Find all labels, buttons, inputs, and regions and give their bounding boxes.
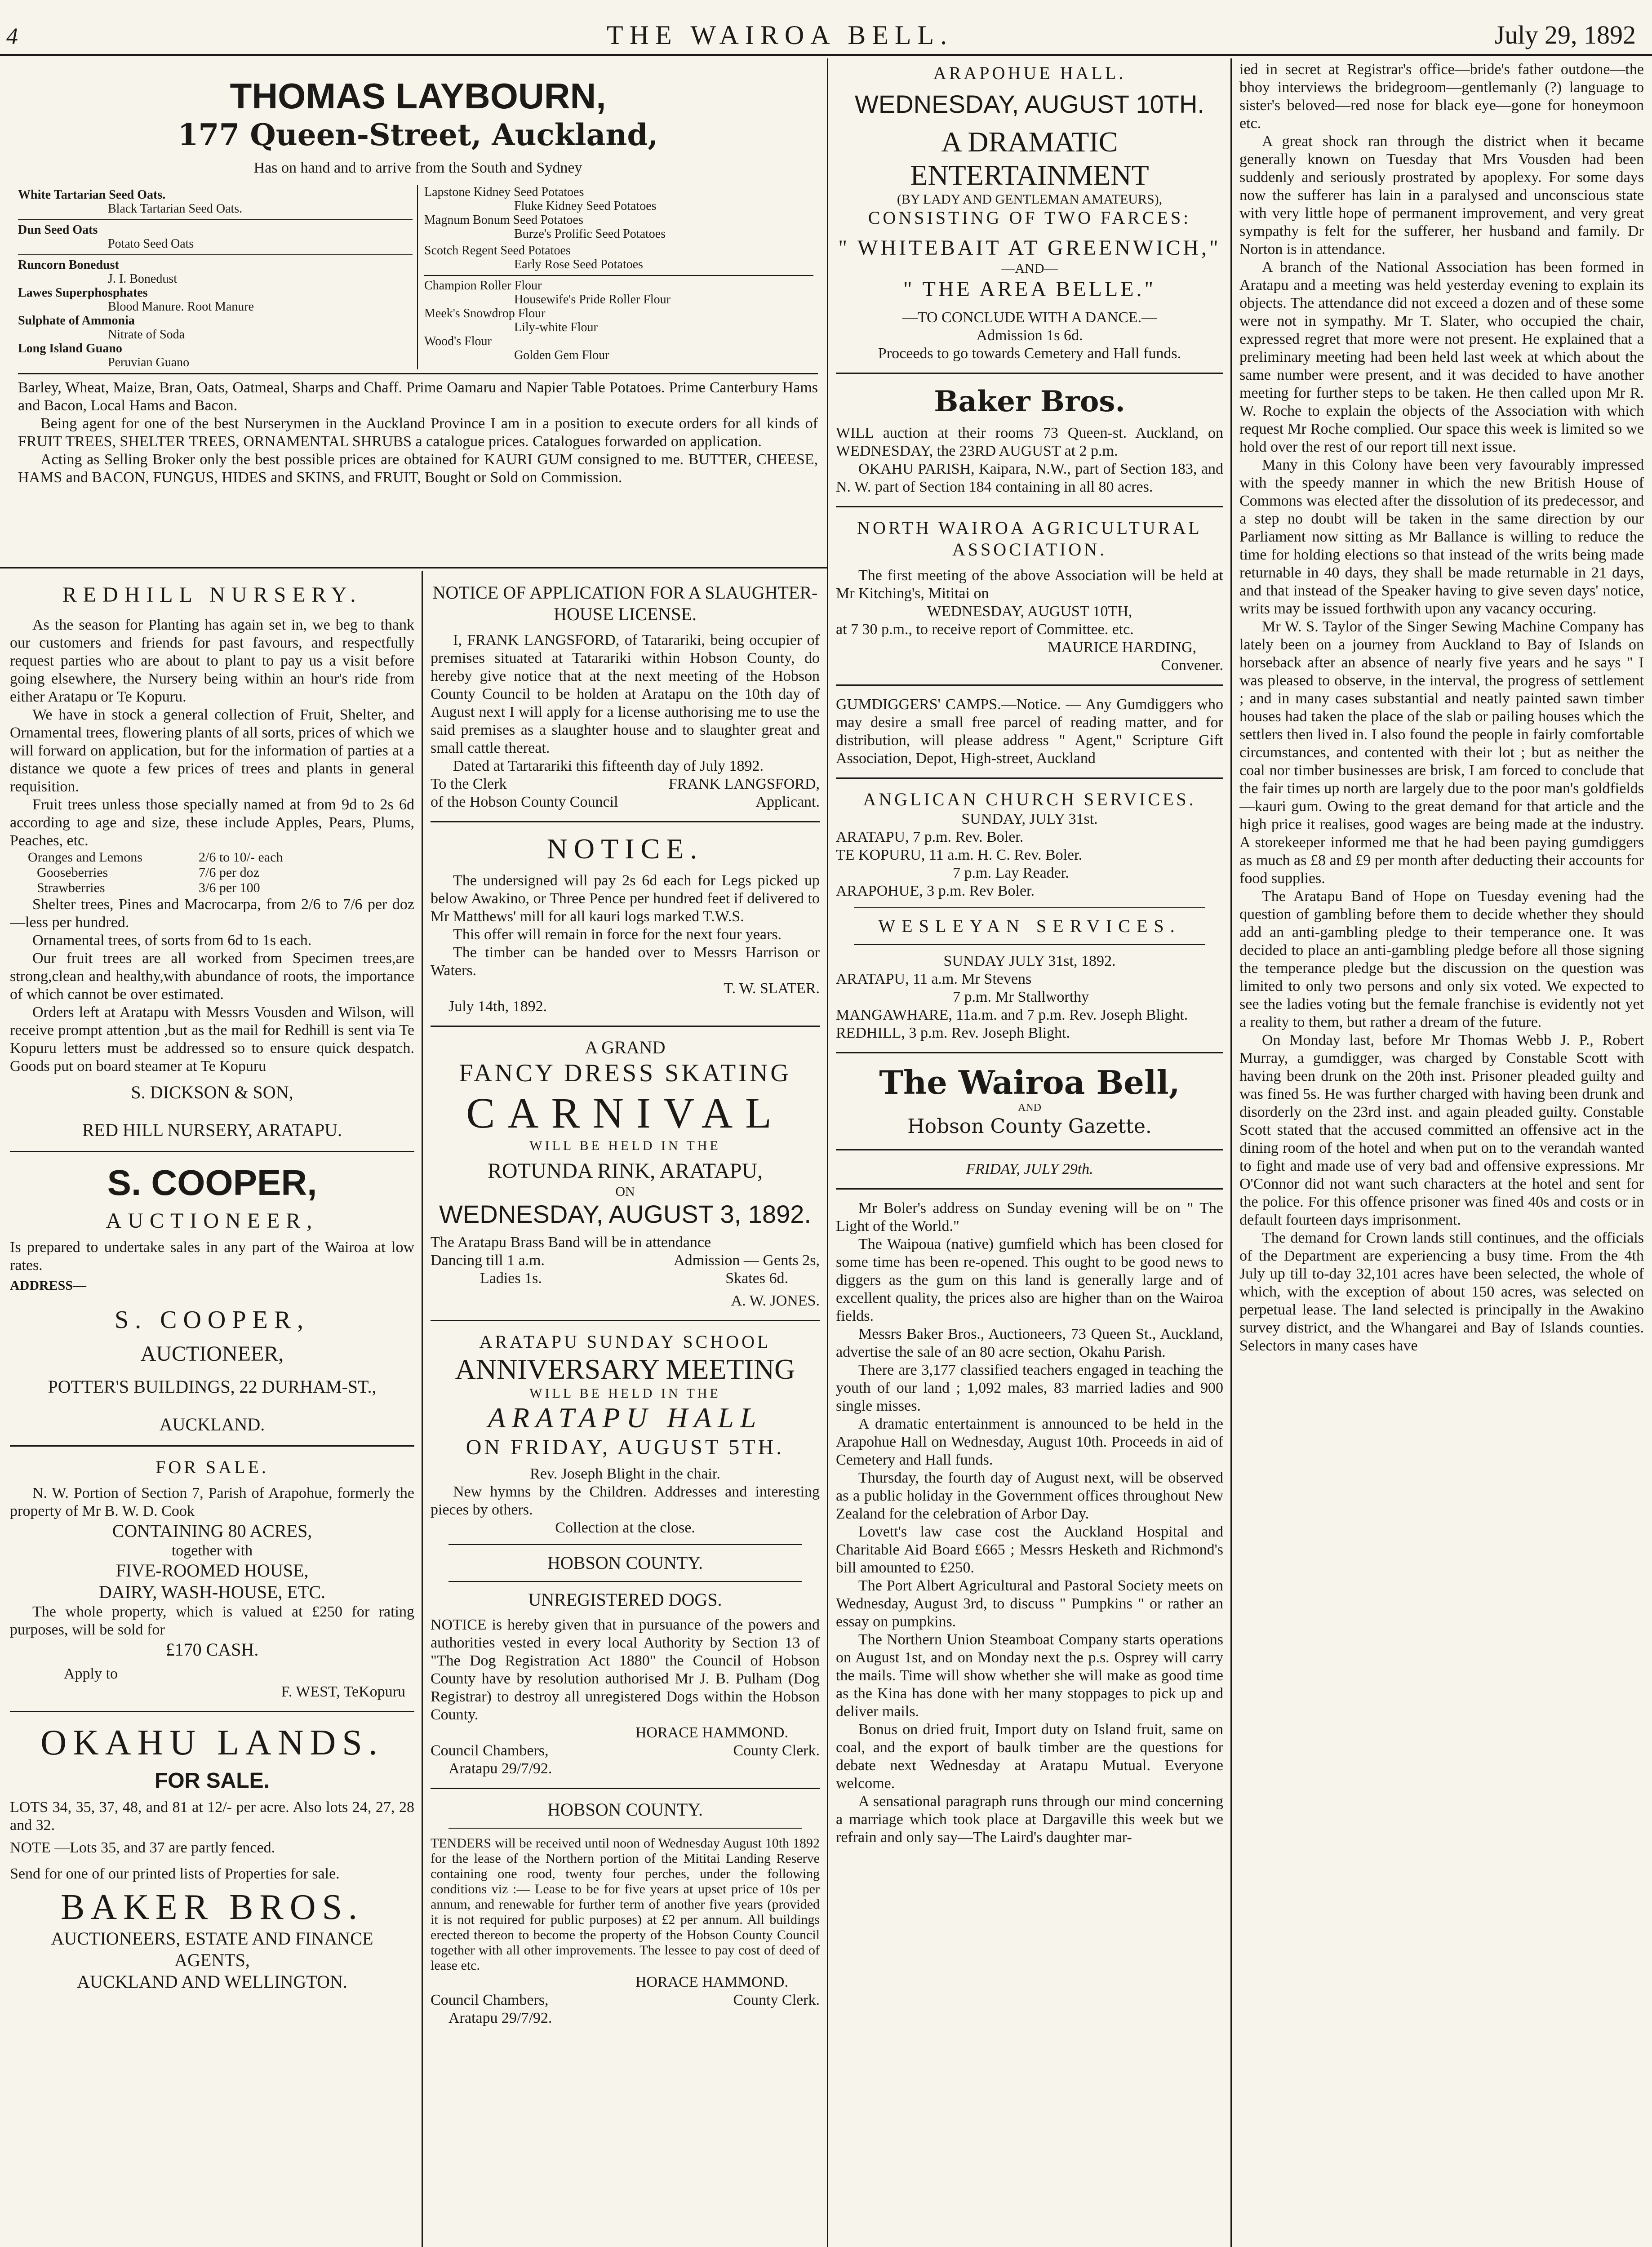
laybourn-ad xyxy=(18,63,818,562)
arapohue-head: A DRAMATIC ENTERTAINMENT xyxy=(910,126,1149,191)
carnival-line: ON xyxy=(615,1184,635,1199)
masthead-date: FRIDAY, JULY 29th. xyxy=(966,1161,1093,1177)
okahu-subtitle: FOR SALE. xyxy=(154,1769,270,1793)
notice-paragraph: The timber can be handed over to Messrs Harrison or Waters. xyxy=(431,944,820,979)
laybourn-right-list xyxy=(418,185,818,369)
list-item: Meek's Snowdrop Flour Lily-white Flour xyxy=(424,306,598,334)
redhill-paragraph: Ornamental trees, of sorts from 6d to 1s each. xyxy=(32,932,312,949)
forsale-title: FOR SALE. xyxy=(155,1457,269,1477)
masthead: THE WAIROA BELL. xyxy=(607,20,954,50)
divider xyxy=(10,1711,414,1712)
column-1 xyxy=(10,577,414,2247)
laybourn-stock-table xyxy=(18,185,818,369)
divider xyxy=(10,1445,414,1447)
laybourn-intro: Has on hand and to arrive from the South and Sydney xyxy=(253,160,582,176)
masthead-subtitle: Hobson County Gazette. xyxy=(907,1115,1152,1138)
anglican-row: TE KOPURU, 11 a.m. H. C. Rev. Boler. xyxy=(836,847,1083,863)
laybourn-paragraph: Acting as Selling Broker only the best possible prices are obtained for KAURI GUM consigned to me. BUTTER, CHEESE, HAMS and BACON, FUNGUS, HIDES and SKINS, and FRUIT, Bought or Sold on Commission. xyxy=(18,451,818,486)
agri-title: NORTH WAIROA AGRICULTURAL ASSOCIATION. xyxy=(857,518,1202,560)
forsale-paragraph: N. W. Portion of Section 7, Parish of Arapohue, formerly the property of Mr B. W. D. Cook xyxy=(10,1485,414,1519)
agri-date: WEDNESDAY, AUGUST 10TH, xyxy=(927,603,1132,620)
cooper-role: AUCTIONEER, xyxy=(140,1342,284,1366)
news-paragraph: A branch of the National Association has been formed in Aratapu and a meeting was held yesterday evening to explain its objects. The attendance did not exceed a dozen and of these some were not in sympathy. Mr T. Slater, who occupied the chair, expressed regret that more were not present. He explained that a preliminary meeting had been held last week at which about the same number were present, and it was decided to have another meeting for further steps to be taken. He then called upon Mr R. W. Roche to explain the objects of the Association with which request Mr Roche complied. Our space this week is limited so we hold over the rest of our report till next issue. xyxy=(1239,259,1644,455)
list-item: White Tartarian Seed Oats. Black Tartarian Seed Oats. xyxy=(18,185,413,220)
news-paragraph: There are 3,177 classified teachers engaged in teaching the youth of our land ; 1,092 males, 83 married ladies and 900 single misses. xyxy=(836,1362,1223,1414)
notice-signature: T. W. SLATER. xyxy=(724,980,820,997)
sunday-line: WILL BE HELD IN THE xyxy=(529,1386,721,1401)
divider xyxy=(836,684,1223,686)
bakerbros-paragraph: WILL auction at their rooms 73 Queen-st. Auckland, on WEDNESDAY, the 23RD AUGUST at 2 p.m. xyxy=(836,425,1223,459)
divider xyxy=(836,1149,1223,1150)
notice-paragraph: The undersigned will pay 2s 6d each for Legs picked up below Awakino, or Three Pence per hundred feet if delivered to Mr Matthews' mill for all kauri logs marked T.W.S. xyxy=(431,872,820,925)
arapohue-date: WEDNESDAY, AUGUST 10TH. xyxy=(855,90,1204,118)
carnival-date: WEDNESDAY, AUGUST 3, 1892. xyxy=(439,1200,811,1228)
news-paragraph: The Aratapu Band of Hope on Tuesday evening had the question of gambling before them to decide whether they should add an anti-gambling pledge to their temperance one. It was decided to place an anti-gambling pledge before all those signing the temperance pledge but the discussion on the question was limited to only two persons and only six voted. We expected to see the ladies voting but the female franchise is evidently not yet a reality to them, but rather a dream of the future. xyxy=(1239,888,1644,1030)
list-item: Gooseberries 7/6 per doz xyxy=(37,865,259,880)
tenders-county: HOBSON COUNTY. xyxy=(547,1799,703,1820)
redhill-price-list xyxy=(28,850,414,896)
laybourn-paragraph: Being agent for one of the best Nurserymen in the Auckland Province I am in a position to execute orders for all kinds of FRUIT TREES, SHELTER TREES, ORNAMENTAL SHRUBS a catalogue prices. Catalogues forwarded on application. xyxy=(18,415,818,450)
sunday-date: ON FRIDAY, AUGUST 5TH. xyxy=(466,1435,785,1459)
forsale-line: FIVE-ROOMED HOUSE, xyxy=(115,1560,309,1581)
list-item: Dun Seed Oats Potato Seed Oats xyxy=(18,220,413,255)
dogs-paragraph: NOTICE is hereby given that in pursuance of the powers and authorities vested in every local Authority by Section 13 of "The Dog Registration Act 1880" the Council of Hobson County have by resolution authorised Mr J. B. Pulham (Dog Registrar) to destroy all unregistered Dogs within the Hobson County. xyxy=(431,1616,820,1723)
arapohue-line: —AND— xyxy=(1001,261,1058,276)
sunday-paragraph: New hymns by the Children. Addresses and interesting pieces by others. xyxy=(431,1483,820,1518)
dogs-signature: HORACE HAMMOND. xyxy=(635,1724,788,1741)
news-paragraph: The Northern Union Steamboat Company starts operations on August 1st, and on Monday next the p.s. Osprey will carry the mails. Time will show whether she will make as good time as the Kina has done with her many stoppages to pick up and deliver mails. xyxy=(836,1631,1223,1720)
list-item: Scotch Regent Seed Potatoes Early Rose Seed Potatoes xyxy=(424,241,813,276)
laybourn-paragraph: Barley, Wheat, Maize, Bran, Oats, Oatmeal, Sharps and Chaff. Prime Oamaru and Napier Table Potatoes. Prime Canterbury Hams and Bacon, Local Hams and Bacon. xyxy=(18,379,818,414)
news-paragraph: Bonus on dried fruit, Import duty on Island fruit, same on coal, and the export of baulk timber are the questions for debate next Wednesday at Aratapu Mutual. Everyone welcome. xyxy=(836,1721,1223,1792)
news-paragraph: Thursday, the fourth day of August next, will be observed as a public holiday in the Government offices throughout New Zealand for the celebration of Arbor Day. xyxy=(836,1470,1223,1522)
carnival-word: CARNIVAL xyxy=(466,1089,784,1137)
okahu-paragraph: Send for one of our printed lists of Properties for sale. xyxy=(10,1865,340,1882)
forsale-apply: Apply to xyxy=(64,1665,118,1682)
carnival-prices: Ladies 1s. Skates 6d. xyxy=(480,1270,788,1287)
news-paragraph: ied in secret at Registrar's office—bride's father outdone—the bhoy interviews the bridegroom—gentlemanly (?) language to sister's beloved—red nose for black eye—gone for honeymoon etc. xyxy=(1239,61,1644,132)
anglican-row: 7 p.m. Lay Reader. xyxy=(953,865,1069,881)
dogs-county: HOBSON COUNTY. xyxy=(547,1553,703,1573)
divider xyxy=(431,821,820,822)
news-paragraph: A dramatic entertainment is announced to be held in the Arapohue Hall on Wednesday, August 10th. Proceeds in aid of Cemetery and Hall funds. xyxy=(836,1416,1223,1468)
divider xyxy=(449,1581,802,1582)
news-paragraph: Mr Boler's address on Sunday evening will be on " The Light of the World." xyxy=(836,1200,1223,1235)
anglican-title: ANGLICAN CHURCH SERVICES. xyxy=(863,789,1196,809)
wesleyan-row: MANGAWHARE, 11a.m. and 7 p.m. Rev. Joseph Blight. xyxy=(836,1007,1188,1023)
sunday-collection: Collection at the close. xyxy=(555,1519,695,1536)
list-item: Wood's Flour Golden Gem Flour xyxy=(424,334,609,362)
okahu-paragraph: LOTS 34, 35, 37, 48, and 81 at 12/- per acre. Also lots 24, 27, 28 and 32. xyxy=(10,1799,414,1834)
redhill-signature: S. DICKSON & SON, xyxy=(131,1082,293,1102)
laybourn-title: THOMAS LAYBOURN, xyxy=(230,76,606,116)
list-item: Lawes Superphosphates Blood Manure. Root Manure xyxy=(18,286,254,314)
cooper-address-2: AUCKLAND. xyxy=(159,1414,265,1434)
agri-paragraph: at 7 30 p.m., to receive report of Committee. etc. xyxy=(836,621,1134,638)
anglican-date: SUNDAY, JULY 31st. xyxy=(961,811,1098,827)
page-number: 4 xyxy=(6,24,18,49)
dogs-signature: Council Chambers, County Clerk. xyxy=(431,1742,820,1759)
sunday-venue: ARATAPU HALL xyxy=(488,1402,763,1434)
redhill-paragraph: Orders left at Aratapu with Messrs Vousden and Wilson, will receive prompt attention ,but as the mail for Redhill is sent via Te Kopuru letters must be addressed so to ensure quick despatch. Goods put on board steamer at Te Kopuru xyxy=(10,1004,414,1075)
notice-title: NOTICE. xyxy=(546,833,704,865)
masthead-title: The Wairoa Bell, xyxy=(879,1063,1180,1101)
notice-paragraph: This offer will remain in force for the next four years. xyxy=(453,926,782,943)
divider xyxy=(449,1828,802,1829)
carnival-signature: A. W. JONES. xyxy=(731,1292,820,1309)
forsale-line: DAIRY, WASH-HOUSE, ETC. xyxy=(98,1582,326,1602)
redhill-paragraph: Our fruit trees are all worked from Specimen trees,are strong,clean and healthy,with abundance of roots, the importance of which cannot be over estimated. xyxy=(10,950,414,1003)
laybourn-left-list xyxy=(18,185,418,369)
arapohue-line: —TO CONCLUDE WITH A DANCE.— xyxy=(902,309,1157,326)
carnival-prices: Dancing till 1 a.m. Admission — Gents 2s, xyxy=(431,1252,820,1269)
slaughter-title: NOTICE OF APPLICATION FOR A SLAUGHTER-HOUSE LICENSE. xyxy=(432,582,818,624)
divider xyxy=(836,1188,1223,1190)
wesleyan-date: SUNDAY JULY 31st, 1892. xyxy=(943,953,1116,969)
cooper-title: S. COOPER, xyxy=(107,1163,317,1203)
column-3 xyxy=(836,61,1223,2247)
dogs-title: UNREGISTERED DOGS. xyxy=(528,1590,722,1610)
carnival-title: FANCY DRESS SKATING xyxy=(459,1059,791,1087)
news-paragraph: Mr W. S. Taylor of the Singer Sewing Machine Company has lately been on a journey from Auckland to Bay of Islands on horseback after an absence of nearly five years and he says " I was pleased to observe, in the interval, the progress of settlement ; and in many cases substantial and neatly painted sawn timber houses had taken the place of the slab or pailing houses which the settlers then lived in. I also found the people in fairly comfortable circumstances, and contented with their lot ; but as neither the coal nor timber businesses are brisk, I am forced to conclude that the fair times up north are largely due to the poor man's goldfields—kauri gum. Owing to the great demand for that article and the high price it realises, good wages are being made at the industry. A storekeeper informed me that he had been paying gumdiggers as much as £8 and £9 per month after deducting their accounts for food supplies. xyxy=(1239,618,1644,887)
cooper-address-1: POTTER'S BUILDINGS, 22 DURHAM-ST., xyxy=(48,1377,377,1397)
arapohue-line: CONSISTING OF TWO FARCES: xyxy=(868,208,1191,228)
news-paragraph: A sensational paragraph runs through our mind concerning a marriage which took place at Dargaville this week but we refrain and only say—The Laird's daughter mar- xyxy=(836,1793,1223,1846)
arapohue-proceeds: Proceeds to go towards Cemetery and Hall funds. xyxy=(878,345,1181,362)
issue-date: July 29, 1892 xyxy=(1494,20,1636,49)
divider xyxy=(836,373,1223,374)
divider xyxy=(18,373,818,374)
cooper-address-label: ADDRESS— xyxy=(10,1278,87,1293)
divider xyxy=(431,1026,820,1027)
forsale-line: together with xyxy=(171,1542,253,1559)
cooper-name: S. COOPER, xyxy=(114,1306,310,1334)
arapohue-farce: " THE AREA BELLE." xyxy=(903,277,1156,301)
redhill-title: REDHILL NURSERY. xyxy=(62,583,362,607)
list-item: Oranges and Lemons 2/6 to 10/- each xyxy=(28,850,283,865)
list-item: Lapstone Kidney Seed Potatoes Fluke Kidney Seed Potatoes xyxy=(424,185,657,213)
sunday-subtitle: ANNIVERSARY MEETING xyxy=(455,1353,795,1385)
divider xyxy=(854,907,1205,908)
laybourn-address: 177 Queen-Street, Auckland, xyxy=(178,117,658,152)
list-item: Magnum Bonum Seed Potatoes Burze's Prolific Seed Potatoes xyxy=(424,213,666,241)
divider xyxy=(0,567,827,568)
bakerbros-title: Baker Bros. xyxy=(934,385,1125,418)
slaughter-paragraph: Dated at Tartarariki this fifteenth day of July 1892. xyxy=(453,758,764,774)
column-rule-3 xyxy=(1230,58,1232,2247)
forsale-paragraph: The whole property, which is valued at £250 for rating purposes, will be sold for xyxy=(10,1603,414,1638)
tenders-date: Aratapu 29/7/92. xyxy=(449,2010,552,2026)
list-item: Long Island Guano Peruvian Guano xyxy=(18,342,190,369)
anglican-row: ARATAPU, 7 p.m. Rev. Boler. xyxy=(836,829,1024,845)
news-paragraph: The Waipoua (native) gumfield which has been closed for some time has been re-opened. This ought to be good news to diggers as the gum on this land is generally large and of excellent quality, the prices also are higher than on the Wairoa fields. xyxy=(836,1236,1223,1324)
divider xyxy=(10,1151,414,1152)
forsale-price: £170 CASH. xyxy=(165,1639,259,1660)
wesleyan-title: WESLEYAN SERVICES. xyxy=(878,916,1181,936)
news-paragraph: The Port Albert Agricultural and Pastoral Society meets on Wednesday, August 3rd, to discuss " Pumpkins " or rather an essay on pumpkins. xyxy=(836,1577,1223,1630)
news-paragraph: Messrs Baker Bros., Auctioneers, 73 Queen St., Auckland, advertise the sale of an 80 acre section, Okahu Parish. xyxy=(836,1326,1223,1360)
carnival-top: A GRAND xyxy=(585,1037,666,1057)
redhill-paragraph: As the season for Planting has again set in, we beg to thank our customers and friends for past favours, and respectfully request parties who are about to plant to pay us a visit before going elsewhere, the Nursery being within an hour's ride from either Aratapu or Te Kopuru. xyxy=(10,617,414,705)
carnival-venue: ROTUNDA RINK, ARATAPU, xyxy=(487,1159,763,1183)
news-paragraph: The demand for Crown lands still continues, and the officials of the Department are experiencing a busy time. From the 4th July up till to-day 32,101 acres have been selected, the whole of which, with the exception of about 150 acres, was selected on perpetual lease. The land selected is principally in the Awakino survey district, and the Whangarei and Bay of Islands counties. Selectors in many cases have xyxy=(1239,1230,1644,1354)
arapohue-farce: " WHITEBAIT AT GREENWICH," xyxy=(838,236,1221,260)
forsale-apply-name: F. WEST, TeKopuru xyxy=(281,1683,405,1700)
list-item: Sulphate of Ammonia Nitrate of Soda xyxy=(18,314,185,342)
sunday-title: ARATAPU SUNDAY SCHOOL xyxy=(479,1332,771,1352)
column-2 xyxy=(431,577,820,2247)
redhill-place: RED HILL NURSERY, ARATAPU. xyxy=(82,1120,342,1140)
anglican-row: ARAPOHUE, 3 p.m. Rev Boler. xyxy=(836,883,1035,899)
tenders-signature: Council Chambers, County Clerk. xyxy=(431,1992,820,2008)
arapohue-line: (BY LADY AND GENTLEMAN AMATEURS), xyxy=(897,192,1163,207)
divider xyxy=(854,944,1205,945)
okahu-firm-line: AUCKLAND AND WELLINGTON. xyxy=(77,1972,347,1992)
redhill-paragraph: We have in stock a general collection of Fruit, Shelter, and Ornamental trees, flowering plants of all sorts, prices of which we will forward on application, but for the information of parties at a distance we quote a few prices of trees and plants in general requisition. xyxy=(10,706,414,795)
news-paragraph: On Monday last, before Mr Thomas Webb J. P., Robert Murray, a gumdigger, was charged by Constable Scott with having been drunk on the 20th inst. Prisoner pleaded guilty and was fined 5s. He was further charged with having been drunk and disorderly on the 23rd inst. and again pleaded guilty. Constable Scott stated that the accused committed an offensive act in the dining room of the hotel and when put on to the verandah wanted to fight and made use of very bad and offensive expressions. Mr O'Connor did not want such characters at the hotel and sent for the police. For this offence prisoner was fined 40s and costs or in default fourteen days imprisonment. xyxy=(1239,1032,1644,1228)
page-header xyxy=(0,0,1652,54)
okahu-firm-line: AGENTS, xyxy=(174,1950,250,1970)
arapohue-title: ARAPOHUE HALL. xyxy=(933,63,1126,83)
list-item: Strawberries 3/6 per 100 xyxy=(37,880,260,895)
header-rule xyxy=(0,54,1652,56)
carnival-line: WILL BE HELD IN THE xyxy=(529,1138,721,1153)
okahu-firm-line: AUCTIONEERS, ESTATE AND FINANCE xyxy=(51,1928,373,1949)
bakerbros-paragraph: OKAHU PARISH, Kaipara, N.W., part of Section 183, and N. W. part of Section 184 containing in all 80 acres. xyxy=(836,461,1223,495)
slaughter-paragraph: I, FRANK LANGSFORD, of Tatarariki, being occupier of premises situated at Tatarariki within Hobson County, do hereby give notice that at the next meeting of the Hobson County Council to be holden at Aratapu on the 10th day of August next I will apply for a license authorising me to use the said premises as a slaughter house and to slaughter great and small cattle thereat. xyxy=(431,632,820,756)
forsale-line: CONTAINING 80 ACRES, xyxy=(112,1521,312,1541)
wesleyan-row: 7 p.m. Mr Stallworthy xyxy=(953,989,1089,1005)
column-rule-center xyxy=(827,58,828,2247)
tenders-signature: HORACE HAMMOND. xyxy=(635,1974,788,1990)
agri-signature: MAURICE HARDING, xyxy=(1048,639,1196,656)
column-rule-1 xyxy=(422,571,423,2247)
carnival-paragraph: The Aratapu Brass Band will be in attendance xyxy=(431,1234,711,1251)
sunday-chair: Rev. Joseph Blight in the chair. xyxy=(530,1465,720,1482)
masthead-and: AND xyxy=(1018,1102,1041,1114)
cooper-subtitle: AUCTIONEER, xyxy=(106,1209,319,1233)
divider xyxy=(449,1544,802,1545)
divider xyxy=(431,1320,820,1321)
list-item: Champion Roller Flour Housewife's Pride Roller Flour xyxy=(424,279,671,306)
news-paragraph: Many in this Colony have been very favourably impressed with the speedy manner in which the new British House of Commons was elected after the dissolution of its predecessor, and a step no doubt will be taken in the same direction by our Parliament now sitting as Mr Ballance is willing to reduce the time for holding elections so that instead of the writs being made returnable in 40 days, they shall be made returnable in 21 days, and that instead of the Speaker having to give seven days' notice, writs may be issued forthwith upon any vacancy occuring. xyxy=(1239,457,1644,617)
okahu-title: OKAHU LANDS. xyxy=(40,1723,384,1763)
redhill-paragraph: Fruit trees unless those specially named at from 9d to 2s 6d according to age and size, these include Apples, Pears, Plums, Peaches, etc. xyxy=(10,796,414,849)
slaughter-signature: of the Hobson County Council Applicant. xyxy=(431,794,820,810)
wesleyan-row: ARATAPU, 11 a.m. Mr Stevens xyxy=(836,971,1032,987)
divider xyxy=(836,777,1223,779)
agri-role: Convener. xyxy=(1161,657,1223,674)
news-paragraph: Lovett's law case cost the Auckland Hospital and Charitable Aid Board £665 ; Messrs Hesketh and Richmond's bill amounted to £250. xyxy=(836,1523,1223,1576)
slaughter-signature: To the Clerk FRANK LANGSFORD, xyxy=(431,776,820,792)
tenders-paragraph: TENDERS will be received until noon of Wednesday August 10th 1892 for the lease of the Northern portion of the Mititai Landing Reserve containing one rood, twenty four perches, under the following conditions viz :— Lease to be for five years at upset price of 10s per annum, and renewable for further term of another five years (provided it is not required for public purposes) at £2 per annum. All buildings erected thereon to become the property of the Hobson County Council together with all other improvements. The lessee to pay cost of deed of lease etc. xyxy=(431,1836,820,1973)
okahu-firm: BAKER BROS. xyxy=(60,1887,364,1927)
agri-paragraph: The first meeting of the above Association will be held at Mr Kitching's, Mititai on xyxy=(836,567,1223,602)
divider xyxy=(836,1052,1223,1053)
divider xyxy=(836,506,1223,507)
column-4 xyxy=(1239,61,1644,2247)
news-paragraph: A great shock ran through the district when it became generally known on Tuesday that Mrs Vousden had been suddenly and seriously prostrated by apoplexy. For some days now the sufferer has lain in a paralysed and unconscious state with very little hope of permanent improvement, and very great sympathy is felt for the sufferer, her husband and family. Dr Norton is in attendance. xyxy=(1239,133,1644,258)
cooper-paragraph: Is prepared to undertake sales in any part of the Wairoa at low rates. xyxy=(10,1239,414,1274)
gum-notice: GUMDIGGERS' CAMPS.—Notice. — Any Gumdiggers who may desire a small free parcel of reading matter, and for distribution, will please address " Agent," Scripture Gift Association, Depot, High-street, Auckland xyxy=(836,696,1223,767)
dogs-date: Aratapu 29/7/92. xyxy=(449,1760,552,1777)
notice-date: July 14th, 1892. xyxy=(449,998,547,1015)
redhill-paragraph: Shelter trees, Pines and Macrocarpa, from 2/6 to 7/6 per doz—less per hundred. xyxy=(10,896,414,931)
divider xyxy=(431,1788,820,1789)
list-item: Runcorn Bonedust J. I. Bonedust xyxy=(18,258,177,286)
wesleyan-row: REDHILL, 3 p.m. Rev. Joseph Blight. xyxy=(836,1025,1070,1041)
okahu-paragraph: NOTE —Lots 35, and 37 are partly fenced. xyxy=(10,1839,275,1856)
arapohue-admission: Admission 1s 6d. xyxy=(976,327,1083,344)
